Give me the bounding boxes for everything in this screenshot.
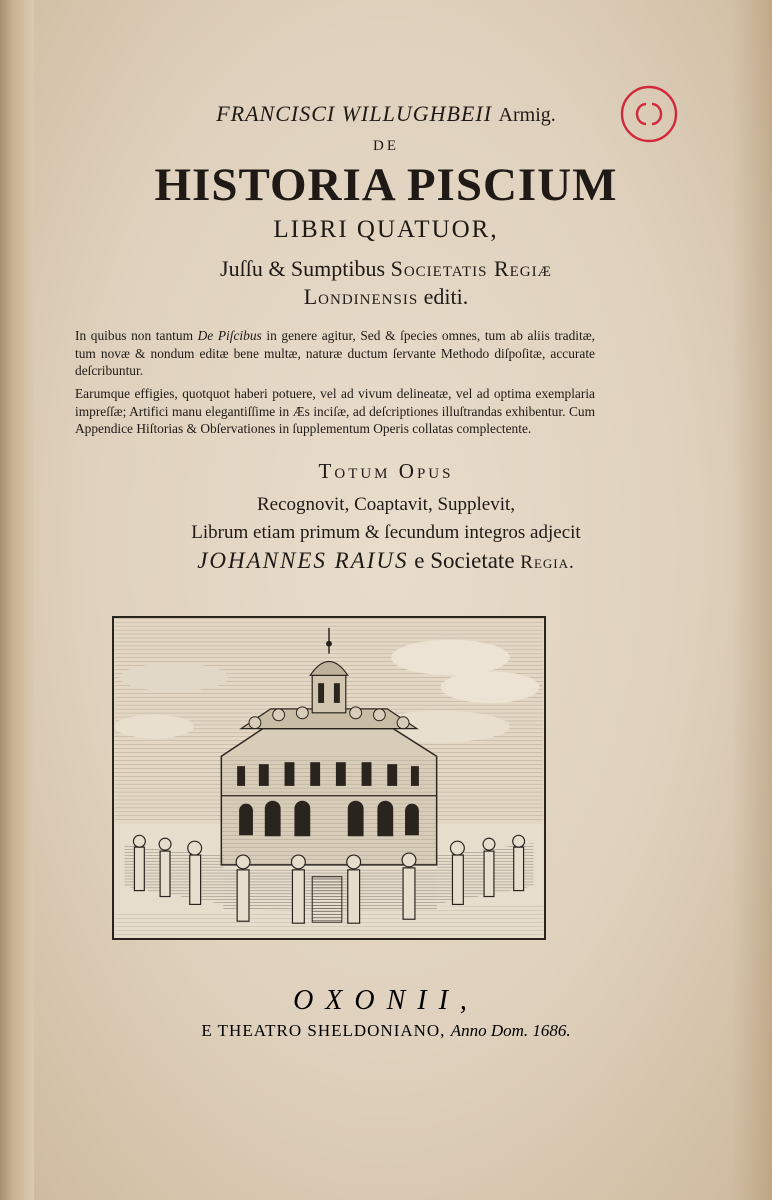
iussu-society: Societatis Regiæ	[390, 256, 552, 281]
publication-date: Anno Dom. 1686.	[450, 1021, 571, 1040]
editor-name: JOHANNES RAIUS	[197, 548, 409, 573]
recognovit-line: Recognovit, Coaptavit, Supplevit,	[256, 494, 516, 515]
de-line: DE	[373, 138, 399, 154]
printer: E THEATRO SHELDONIANO,	[201, 1021, 446, 1040]
paragraph-1-start: In quibus non tantum	[75, 328, 193, 343]
editor-society: e Societate	[414, 548, 515, 573]
description-paragraph-2: Earumque effigies, quotquot haberi potuere, vel ad vivum delineatæ, vel ad optima exemplaria impreſſæ; Artifici manu elegantiſſime in Æs inciſæ, ad deſcriptiones illuſtrandas exhibentur. Cum Appendice Hiſtorias & Obſervationes in ſupplementum Operis collatas complectente.	[75, 386, 595, 436]
londinensis-rest: editi.	[423, 284, 469, 309]
sheldonian-theatre-engraving	[112, 616, 546, 940]
iussu-line	[0, 256, 772, 282]
editor-line	[0, 548, 772, 574]
londinensis-line	[0, 284, 772, 310]
londinensis-word: Londinensis	[303, 284, 419, 309]
description-paragraph-1	[75, 327, 595, 380]
author-name: FRANCISCI WILLUGHBEII	[216, 101, 493, 126]
totum-opus-line: Totum Opus	[318, 459, 454, 483]
editor-regia: Regia.	[520, 552, 575, 573]
imprint-line	[0, 1021, 772, 1041]
author-line	[0, 101, 772, 127]
author-suffix: Armig.	[498, 104, 556, 126]
paragraph-1-italic: De Piſcibus	[197, 328, 262, 343]
librum-line: Librum etiam primum & ſecundum integros adjecit	[191, 522, 581, 543]
libri-line: LIBRI QUATUOR,	[273, 216, 499, 243]
paragraph-1-end: in genere agitur, Sed & ſpecies omnes, tum ab aliis traditæ, tum novæ & nondum editæ bene multæ, naturæ ductum ſervante Methodo diſpoſitæ, accurate deſcribuntur.	[75, 328, 595, 378]
place-of-publication: OXONII,	[293, 985, 479, 1016]
iussu-prefix: Juſſu & Sumptibus	[220, 256, 386, 281]
main-title: HISTORIA PISCIUM	[154, 159, 618, 211]
